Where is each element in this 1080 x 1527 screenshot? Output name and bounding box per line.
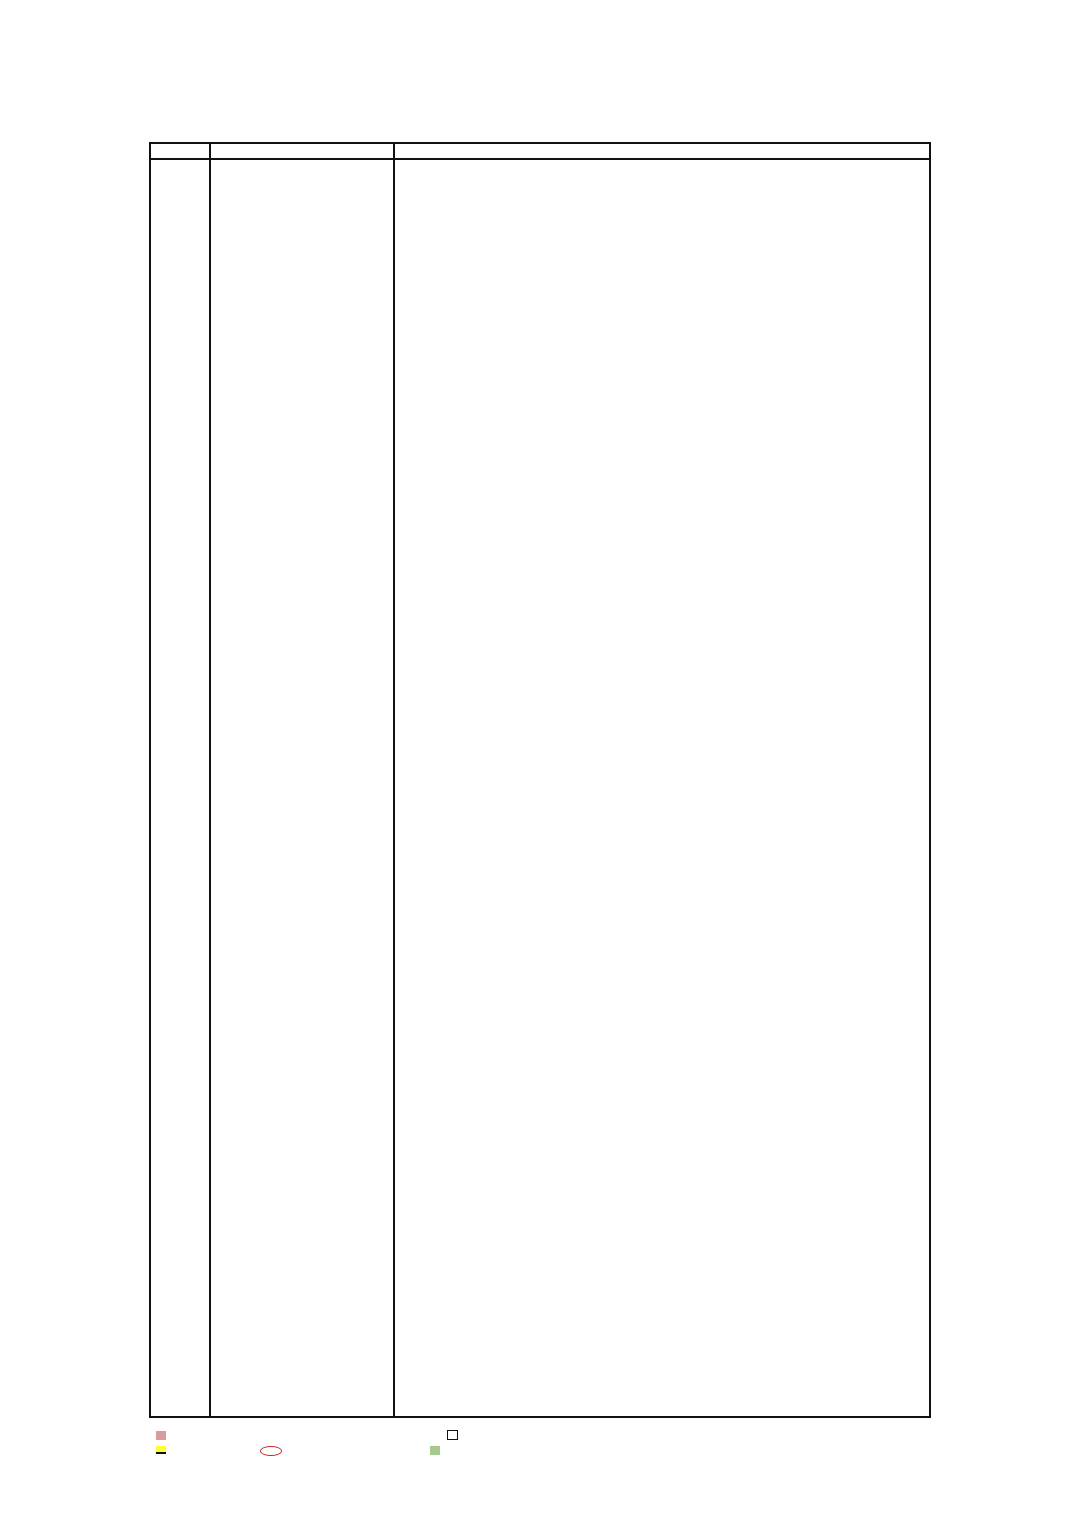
- term-circle-swatch: [260, 1446, 282, 1456]
- header-divider: [151, 158, 929, 160]
- important-box-swatch: [447, 1430, 458, 1440]
- exam-swatch: [156, 1446, 166, 1454]
- calendar-table: [149, 142, 931, 1418]
- period-swatch: [430, 1446, 440, 1455]
- day-grid-column: [209, 144, 395, 1416]
- holiday-swatch: [156, 1431, 166, 1440]
